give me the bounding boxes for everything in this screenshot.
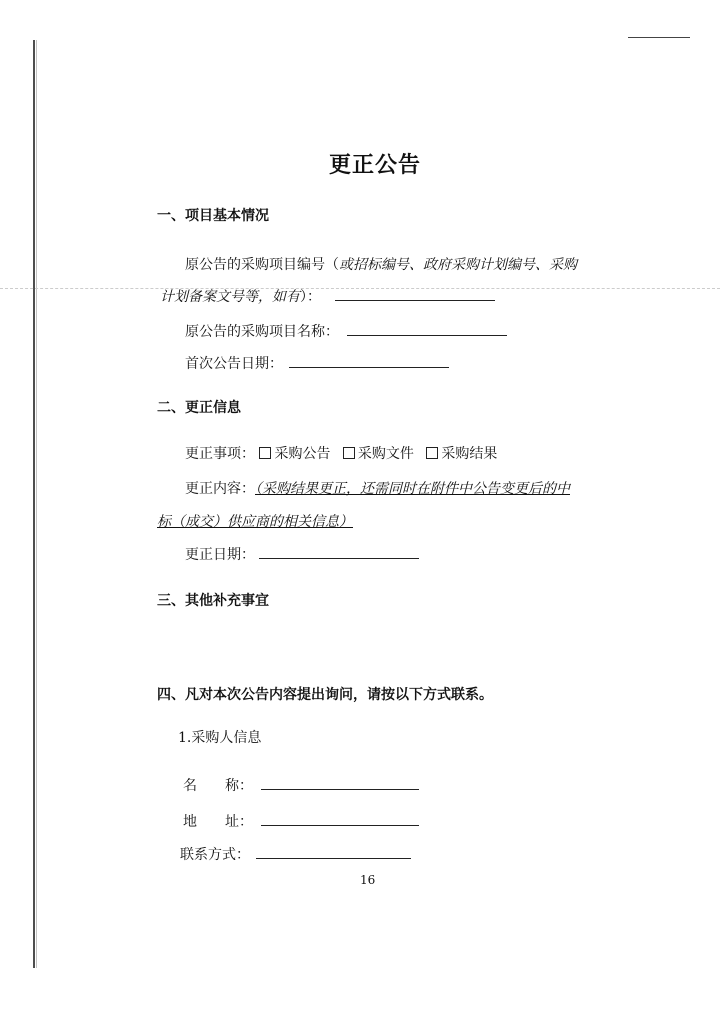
checkbox-icon xyxy=(259,447,271,459)
checkbox-icon xyxy=(343,447,355,459)
checkbox-icon xyxy=(426,447,438,459)
scan-edge-shadow xyxy=(36,40,37,968)
correction-date-row xyxy=(185,543,419,564)
purchaser-name-blank xyxy=(261,774,419,790)
purchaser-contact-label: 联系方式： xyxy=(180,847,250,863)
purchaser-address-blank xyxy=(261,810,419,826)
corner-mark xyxy=(628,37,690,38)
section3-heading: 三、其他补充事宜 xyxy=(157,593,269,609)
project-name-label: 原公告的采购项目名称： xyxy=(185,324,339,340)
first-announce-date-blank xyxy=(289,352,449,368)
correction-content-line1: （采购结果更正，还需同时在附件中公告变更后的中 xyxy=(255,481,570,497)
purchaser-contact-row xyxy=(180,843,411,864)
purchaser-address-label: 地 址： xyxy=(183,814,253,830)
scan-edge-line xyxy=(33,40,35,968)
section1-date-row xyxy=(185,352,449,373)
first-announce-date-label: 首次公告日期： xyxy=(185,356,283,372)
correction-content-row xyxy=(185,478,570,498)
purchaser-name-label: 名 称： xyxy=(183,778,253,794)
correction-date-blank xyxy=(259,543,419,559)
correction-content-line2: 标（成交）供应商的相关信息） xyxy=(157,514,353,530)
section1-line2-note: 计划备案文号等，如有 xyxy=(160,289,300,305)
section1-line2 xyxy=(160,285,495,306)
section1-heading: 一、项目基本情况 xyxy=(157,208,269,224)
correction-items-label: 更正事项： xyxy=(185,446,255,462)
section1-line1-note: 或招标编号、政府采购计划编号、采购 xyxy=(339,257,577,273)
purchaser-name-row xyxy=(183,774,419,795)
section2-heading: 二、更正信息 xyxy=(157,400,241,416)
option-results: 采购结果 xyxy=(426,446,497,462)
section4-heading: 四、凡对本次公告内容提出询问，请按以下方式联系。 xyxy=(157,687,493,703)
page-number: 16 xyxy=(360,873,376,887)
page-title: 更正公告 xyxy=(328,152,421,178)
correction-date-label: 更正日期： xyxy=(185,547,255,563)
option-announcement: 采购公告 xyxy=(259,446,330,462)
correction-items-row xyxy=(185,443,497,463)
section1-name-row xyxy=(185,320,507,341)
purchaser-address-row xyxy=(183,810,419,831)
section1-line2-end: ）： xyxy=(300,289,321,305)
project-number-blank xyxy=(335,285,495,301)
section1-line1-label: 原公告的采购项目编号（ xyxy=(185,257,339,273)
purchaser-info-subheading: 1.采购人信息 xyxy=(178,730,262,746)
option-documents: 采购文件 xyxy=(343,446,414,462)
project-name-blank xyxy=(347,320,507,336)
correction-content-label: 更正内容： xyxy=(185,481,255,497)
section1-line1 xyxy=(185,254,577,274)
purchaser-contact-blank xyxy=(256,843,411,859)
